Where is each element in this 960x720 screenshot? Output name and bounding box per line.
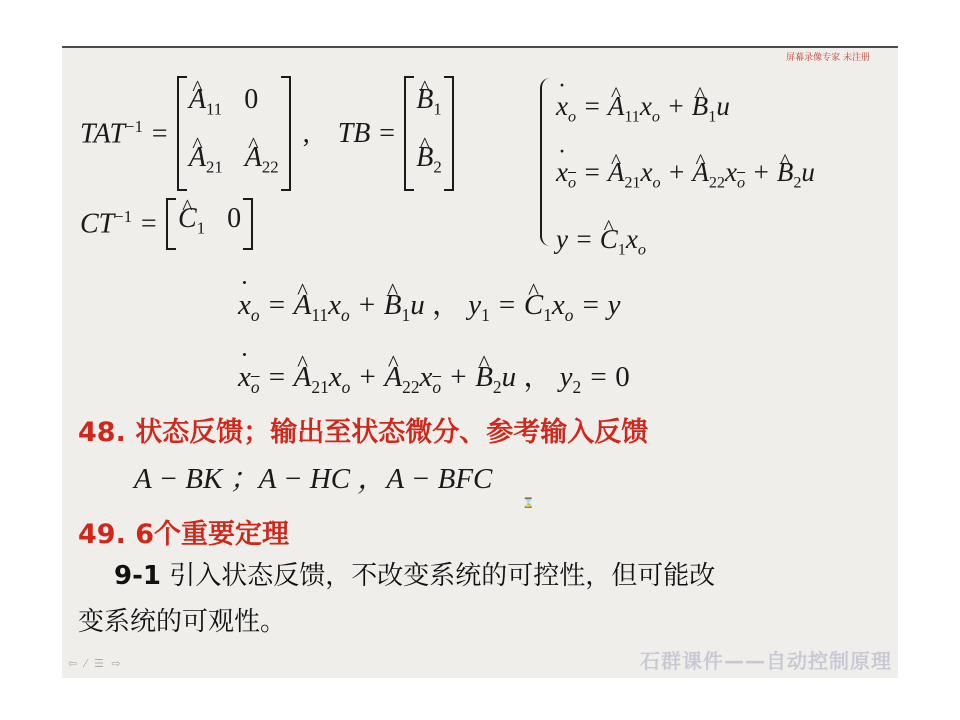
- decomposed-equations: ˙ $x_o$ = ^ $A_{11}x_o$ + ^ $B_1u$ ， $y_1$ = ^ $C_1x_o = y$ ˙ $x_{\overline{o}}$ = ^ $A_{21}x_o$ + ^ $A_{22}x_{\overline{o}}$ + ^ $B_2u$ ， $y_2 = 0$: [238, 274, 630, 418]
- recorder-watermark: 屏幕录像专家 未注册: [786, 53, 870, 63]
- slide: [62, 46, 898, 678]
- tat-matrix: ^ $A_{11}$ 0 ^ $A_{21}$ ^ $A_{22}$: [177, 76, 291, 191]
- system-equations: ˙ $x_o$ = ^ $A_{11}x_o$ + ^ $B_1u$ ˙ $x_{\overline{o}}$ = ^ $A_{21}x_o$ + ^ $A_{22}x_{\overline{o}}$ + ^ $B_2u$ y = ^ $C_1x_o$: [540, 78, 815, 246]
- section-48-number: 48.: [78, 417, 126, 448]
- theorem-line-1: 引入状态反馈，不改变系统的可控性，但可能改: [160, 561, 716, 591]
- slide-nav-controls[interactable]: ⇦ ⁄ ☰ ⇨: [68, 657, 123, 670]
- tb-matrix: ^ $B_1$ ^ $B_2$: [404, 76, 454, 191]
- section-49-number: 49.: [78, 519, 126, 550]
- section-48-heading: [78, 410, 648, 449]
- section-49-title: 6个重要定理: [135, 519, 290, 550]
- ct-equation: $CT^{-1}$ = ^ $C_1$ 0: [80, 198, 253, 250]
- theorem-line-2: 变系统的可观性。: [78, 607, 287, 637]
- section-48-title: 状态反馈；输出至状态微分、参考输入反馈: [135, 417, 649, 448]
- tat-equation: $TAT^{-1}$ = ^ $A_{11}$ 0 ^ $A_{21}$ ^ $A_{22}$ , TB = ^ $B_1$ ^ $B_2$: [80, 76, 454, 191]
- course-brand: 石群课件——自动控制原理: [640, 649, 892, 673]
- theorem-label: 9-1: [114, 561, 161, 591]
- feedback-forms: A − BK ；A − HC ，A − BFC: [134, 463, 493, 495]
- section-49-heading: [78, 512, 289, 551]
- cursor-icon: ⌛: [522, 498, 535, 509]
- theorem-text: [78, 553, 715, 645]
